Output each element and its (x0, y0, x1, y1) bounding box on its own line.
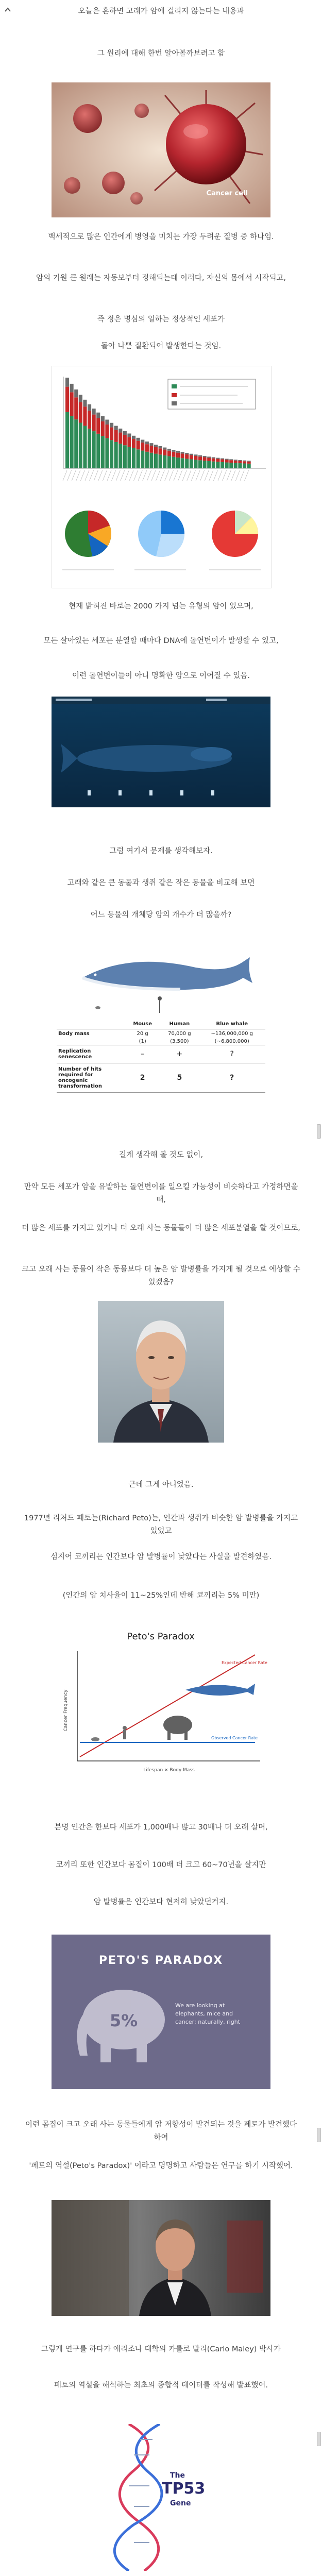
decorative-bar (229, 459, 233, 460)
decorative-bar (96, 413, 100, 418)
cancer-cell-image (52, 82, 270, 217)
portrait-graphic (98, 1301, 224, 1443)
decorative-bar (212, 459, 215, 462)
decorative-bar (101, 416, 105, 421)
paragraph: 고래와 같은 큰 동물과 생쥐 같은 작은 동물을 비교해 보면 (67, 879, 255, 887)
decorative-bar (185, 453, 189, 454)
scroll-track[interactable] (317, 0, 321, 2576)
decorative-bar (127, 433, 131, 437)
decorative-tick (227, 470, 231, 481)
decorative-bar (118, 429, 122, 433)
decorative-bar (207, 456, 211, 457)
decorative-bar (79, 402, 82, 423)
decorative-tick (196, 470, 200, 481)
expected-rate-label: Expected Cancer Rate (222, 1660, 267, 1665)
decorative-tick (76, 470, 80, 481)
decorative-bar (123, 431, 127, 435)
table-cell: ~136,000,000 g (211, 1031, 253, 1037)
species-illustration (52, 942, 270, 1019)
decorative-bar (127, 437, 131, 447)
paragraph: 그럼 여기서 문제를 생각해보자. (109, 847, 213, 855)
decorative-tick (187, 470, 191, 481)
paragraph: 크고 오래 사는 동물이 작은 동물보다 더 높은 암 발병률을 가지게 될 것으로 예상할 수 있겠음? (22, 1265, 300, 1286)
decorative-tick (63, 470, 67, 481)
decorative-bar (110, 423, 113, 428)
decorative-bar (207, 458, 211, 461)
table-header: Mouse (133, 1021, 152, 1027)
decorative-bar (221, 459, 224, 460)
decorative-bar (74, 419, 78, 468)
decorative-tick (98, 470, 103, 481)
decorative-bar (88, 429, 91, 468)
observed-rate-label: Observed Cancer Rate (211, 1736, 258, 1740)
decorative-bar (243, 463, 246, 468)
decorative-tick (205, 470, 209, 481)
decorative-bar (247, 462, 251, 464)
maley-photo-graphic (52, 2200, 270, 2316)
paragraph: 백세적으로 많은 인간에게 병영을 미치는 가장 두려운 질병 중 하나임. (48, 233, 274, 241)
decorative-tick (235, 470, 240, 481)
tp53-label-the: The (170, 2471, 185, 2480)
table-header: Human (169, 1021, 190, 1027)
paragraph: 이런 돌연변이들이 아니 명확한 암으로 이어질 수 있음. (72, 672, 250, 680)
decorative-tick (209, 470, 213, 481)
table-row-label (57, 1038, 125, 1045)
decorative-bar (172, 450, 175, 452)
decorative-bar (101, 436, 105, 468)
table-cell: 2 (140, 1074, 145, 1082)
decorative-bar (238, 463, 242, 468)
decorative-bar (83, 406, 87, 426)
decorative-bar (194, 460, 197, 468)
decorative-tick (231, 470, 235, 481)
decorative-bar (243, 461, 246, 463)
decorative-tick (67, 470, 72, 481)
paragraph: 암 발병률은 인간보다 현저히 낮았던거지. (93, 1898, 229, 1906)
decorative-bar (176, 453, 180, 457)
decorative-bar (123, 435, 127, 445)
decorative-bar (198, 455, 202, 457)
table-row (57, 1029, 265, 1039)
table-cell: (1) (139, 1039, 146, 1044)
decorative-bar (79, 395, 82, 402)
decorative-bar (145, 444, 149, 452)
decorative-bar (96, 418, 100, 434)
decorative-tick (112, 470, 116, 481)
decorative-tick (223, 470, 227, 481)
decorative-bar (190, 455, 193, 460)
decorative-tick (107, 470, 111, 481)
decorative-bar (65, 378, 69, 387)
decorative-bar (225, 459, 229, 460)
decorative-bar (149, 443, 153, 446)
paragraph: 1977년 리처드 페토는(Richard Peto)는, 인간과 생쥐가 비슷한 암 발병률을 가지고 있었고 (24, 1514, 298, 1535)
paragraph: 이런 몸집이 크고 오래 사는 동물들에게 암 저항성이 발견되는 것을 페토가 발견했다 하여 (25, 2121, 297, 2142)
decorative-bar (114, 426, 118, 430)
decorative-tick (103, 470, 107, 481)
decorative-bar (203, 456, 207, 457)
decorative-bar (163, 450, 166, 455)
decorative-bar (141, 439, 144, 443)
paradox-graph-ylabel: Cancer Frequency (63, 1689, 69, 1732)
paragraph: 더 많은 세포를 가지고 있거나 더 오래 사는 동물들이 더 많은 세포분열을 할 것이므로, (22, 1224, 300, 1232)
decorative-bar (83, 400, 87, 406)
decorative-bar (65, 412, 69, 468)
decorative-tick (218, 470, 222, 481)
collapse-arrow-icon[interactable] (3, 5, 12, 14)
paragraph: 심지어 코끼리는 인간보다 암 발병률이 낮았다는 사실을 발견하였음. (50, 1553, 272, 1561)
decorative-bar (132, 436, 135, 439)
decorative-bar (114, 442, 118, 468)
decorative-bar (234, 461, 238, 463)
decorative-tick (160, 470, 164, 481)
decorative-tick (85, 470, 89, 481)
decorative-tick (116, 470, 120, 481)
scroll-marker[interactable] (317, 2128, 321, 2142)
decorative-bar (70, 392, 74, 416)
decorative-bar (212, 462, 215, 468)
comparison-table (57, 1019, 265, 1093)
decorative-bar (92, 431, 96, 468)
decorative-tick (147, 470, 151, 481)
table-cell: ? (230, 1074, 234, 1082)
decorative-bar (247, 464, 251, 468)
decorative-bar (167, 449, 171, 451)
decorative-bar (105, 438, 109, 468)
decorative-bar (92, 415, 96, 431)
decorative-bar (74, 389, 78, 397)
paragraph: 현재 밝혀진 바로는 2000 가지 넘는 유형의 암이 있으며, (69, 602, 253, 611)
decorative-bar (141, 443, 144, 451)
table-cell: 5 (177, 1074, 182, 1082)
decorative-bar (163, 448, 166, 450)
decorative-tick (129, 470, 133, 481)
decorative-bar (238, 461, 242, 463)
decorative-bar (83, 426, 87, 468)
statistics-figure-graphic (52, 366, 271, 588)
decorative-bar (154, 445, 158, 447)
species-comparison-figure (52, 942, 270, 1112)
table-cell: (~6,800,000) (214, 1039, 249, 1044)
decorative-bar (79, 423, 82, 468)
cancer-cell-caption: Cancer cell (206, 190, 248, 197)
decorative-bar (145, 452, 149, 468)
richard-peto-portrait (98, 1301, 224, 1443)
decorative-bar (176, 451, 180, 452)
decorative-bar (137, 441, 140, 450)
decorative-tick (200, 470, 205, 481)
paragraph: 즉 정은 명심의 일하는 정상적인 세포가 (97, 315, 225, 324)
decorative-bar (203, 461, 207, 468)
decorative-bar (172, 452, 175, 457)
decorative-bar (234, 463, 238, 468)
decorative-tick (134, 470, 138, 481)
tp53-label-gene: Gene (170, 2499, 191, 2507)
decorative-tick (245, 470, 249, 481)
paradox-graph-graphic (52, 1623, 270, 1777)
paragraph: '페토의 역설(Peto's Paradox)' 이라고 명명하고 사람들은 연구를 하기 시작했어. (29, 2162, 293, 2170)
table-row-label: Number of hits required for oncogenic transformation (58, 1066, 103, 1089)
paradox-card-percent: 5% (109, 2011, 138, 2030)
decorative-bar (238, 460, 242, 461)
paradox-card-text: We are looking at elephants, mice and cancer; naturally, right (175, 2002, 241, 2025)
paragraph: 그 원리에 대해 한번 알아볼까보려고 함 (97, 49, 225, 58)
decorative-tick (191, 470, 195, 481)
table-cell: 70,000 g (168, 1031, 191, 1037)
paragraph: 돌아 나쁜 질환되어 발생한다는 것임. (100, 342, 222, 350)
decorative-tick (121, 470, 125, 481)
scroll-marker[interactable] (317, 1124, 321, 1139)
decorative-tick (165, 470, 169, 481)
decorative-tick (169, 470, 173, 481)
decorative-bar (105, 420, 109, 425)
table-header: Blue whale (216, 1021, 248, 1027)
decorative-bar (154, 454, 158, 468)
paragraph: 근데 그게 아니었음. (128, 1481, 194, 1489)
table-cell: (3,500) (170, 1039, 189, 1044)
decorative-tick (90, 470, 94, 481)
decorative-tick (94, 470, 98, 481)
decorative-bar (127, 447, 131, 468)
decorative-bar (198, 460, 202, 468)
decorative-bar (234, 460, 238, 461)
paragraph: 페토의 역설을 해석하는 최초의 종합적 데이터를 작성해 발표했어. (54, 2381, 268, 2389)
decorative-tick (125, 470, 129, 481)
decorative-tick (174, 470, 178, 481)
decorative-bar (159, 454, 162, 468)
decorative-bar (190, 459, 193, 468)
decorative-bar (181, 453, 184, 458)
paragraph: (인간의 암 치사율이 11~25%인데 반해 코끼리는 5% 미만) (62, 1591, 260, 1600)
decorative-bar (167, 456, 171, 468)
decorative-tick (182, 470, 187, 481)
paragraph: 길게 생각해 볼 것도 없이, (118, 1151, 204, 1159)
table-cell: + (176, 1050, 183, 1058)
decorative-bar (159, 448, 162, 454)
decorative-tick (72, 470, 76, 481)
decorative-bar (132, 439, 135, 448)
tp53-dna-graphic (98, 2424, 224, 2571)
paragraph: 만약 모든 세포가 암을 유발하는 돌연변이를 일으킬 가능성이 비슷하다고 가정하면을 때, (24, 1183, 298, 1204)
decorative-bar (137, 449, 140, 468)
decorative-bar (110, 440, 113, 468)
petos-paradox-graph (52, 1623, 270, 1777)
petos-paradox-card (52, 1935, 270, 2089)
decorative-bar (70, 416, 74, 468)
table-cell: – (141, 1050, 145, 1058)
blue-whale-scale-image (52, 697, 270, 807)
table-row (57, 1063, 265, 1093)
decorative-tick (240, 470, 244, 481)
decorative-bar (70, 384, 74, 392)
decorative-bar (176, 457, 180, 468)
decorative-bar (194, 456, 197, 460)
decorative-bar (221, 462, 224, 468)
decorative-bar (96, 434, 100, 468)
decorative-bar (181, 452, 184, 453)
decorative-bar (105, 425, 109, 438)
table-cell: 20 g (137, 1031, 148, 1037)
decorative-bar (118, 433, 122, 444)
decorative-bar (123, 445, 127, 468)
table-row (57, 1038, 265, 1045)
decorative-bar (225, 463, 229, 468)
decorative-bar (225, 460, 229, 462)
decorative-bar (198, 456, 202, 460)
decorative-bar (190, 454, 193, 455)
table-row (57, 1045, 265, 1063)
carlo-maley-photo (52, 2200, 270, 2316)
decorative-tick (143, 470, 147, 481)
decorative-bar (159, 446, 162, 448)
decorative-bar (203, 457, 207, 461)
paragraph: 분명 인간은 한보다 세포가 1,000배나 많고 30배나 더 오래 살며, (54, 1823, 268, 1832)
decorative-bar (101, 421, 105, 436)
decorative-bar (194, 454, 197, 456)
decorative-tick (138, 470, 142, 481)
decorative-bar (92, 409, 96, 415)
decorative-bar (149, 446, 153, 453)
decorative-tick (156, 470, 160, 481)
decorative-tick (80, 470, 84, 481)
decorative-bar (149, 453, 153, 468)
decorative-bar (163, 455, 166, 468)
decorative-bar (181, 458, 184, 468)
decorative-bar (243, 461, 246, 462)
decorative-bar (145, 442, 149, 444)
decorative-bar (114, 430, 118, 442)
table-cell: ? (230, 1050, 234, 1058)
decorative-bar (141, 451, 144, 468)
cancer-statistics-figure (52, 366, 272, 588)
decorative-tick (178, 470, 182, 481)
decorative-bar (212, 457, 215, 458)
decorative-bar (229, 460, 233, 463)
paragraph: 그렇게 연구를 하다가 애리조나 대학의 카를로 말리(Carlo Maley) 박사가 (41, 2345, 281, 2353)
decorative-bar (154, 447, 158, 454)
paragraph: 암의 기원 큰 원래는 자동보부터 정해되는데 이러다, 자신의 몸에서 시작되고, (36, 274, 286, 282)
scroll-marker[interactable] (317, 2432, 321, 2446)
decorative-bar (88, 411, 91, 429)
decorative-bar (137, 438, 140, 441)
decorative-bar (172, 457, 175, 468)
decorative-bar (221, 460, 224, 462)
decorative-bar (167, 451, 171, 456)
decorative-bar (216, 458, 219, 459)
decorative-bar (229, 463, 233, 468)
decorative-bar (216, 459, 219, 462)
decorative-bar (207, 461, 211, 468)
paradox-card-title: PETO'S PARADOX (98, 1954, 224, 1967)
table-row-label: Replication senescence (58, 1048, 92, 1060)
paragraph: 오늘은 흔하면 고래가 암에 걸리지 않는다는 내용과 (78, 7, 244, 15)
decorative-bar (74, 397, 78, 419)
paragraph: 어느 동물의 개체당 암의 개수가 더 많을까? (90, 911, 232, 919)
tp53-label-name: TP53 (162, 2480, 206, 2498)
table-header-row (57, 1019, 265, 1029)
whale-scene-graphic (52, 697, 270, 807)
decorative-bar (185, 454, 189, 459)
tp53-gene-image (98, 2424, 224, 2571)
decorative-tick (151, 470, 156, 481)
decorative-bar (118, 444, 122, 468)
paradox-graph-xlabel: Lifespan × Body Mass (143, 1768, 195, 1773)
paragraph: 모든 살아있는 세포는 분열할 때마다 DNA에 돌연변이가 발생할 수 있고, (43, 637, 279, 645)
decorative-tick (213, 470, 217, 481)
paradox-graph-title: Peto's Paradox (127, 1631, 195, 1642)
decorative-bar (185, 459, 189, 468)
decorative-bar (65, 387, 69, 412)
decorative-bar (216, 462, 219, 468)
table-row-label: Body mass (58, 1031, 90, 1037)
decorative-bar (88, 404, 91, 411)
paragraph: 코끼리 또한 인간보다 몸집이 100배 더 크고 60~70년을 살지만 (56, 1861, 266, 1869)
decorative-bar (132, 448, 135, 468)
decorative-bar (110, 428, 113, 440)
